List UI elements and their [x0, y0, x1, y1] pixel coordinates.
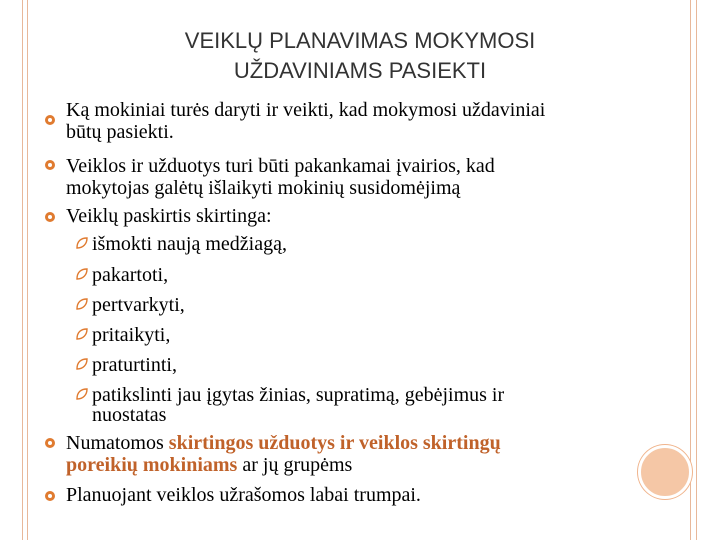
sub-bullet-item: praturtinti,	[92, 354, 177, 376]
bullet-4-line-2	[66, 454, 352, 476]
title-line-2: UŽDAVINIAMS PASIEKTI	[233, 58, 487, 83]
sub-bullet-continuation: nuostatas	[92, 404, 167, 426]
bullet-1-line-2: būtų pasiekti.	[66, 121, 174, 143]
bullet-4-pre: Numatomos	[66, 432, 169, 454]
sub-bullet-item: pakartoti,	[92, 264, 169, 286]
sub-bullet-item: pertvarkyti,	[92, 294, 185, 316]
bullet-1-line-1: Ką mokiniai turės daryti ir veikti, kad mokymosi uždaviniai	[66, 99, 546, 121]
leaf-bullet-icon	[76, 388, 88, 400]
bullet-4-accent-2: poreikių mokiniams	[66, 454, 238, 476]
bullet-4-line-1	[66, 432, 501, 454]
gear-bullet-icon	[44, 211, 56, 223]
leaf-bullet-icon	[76, 328, 88, 340]
bullet-2-line-2: mokytojas galėtų išlaikyti mokinių susidomėjimą	[66, 177, 461, 199]
leaf-bullet-icon	[76, 237, 88, 249]
gear-bullet-icon	[44, 490, 56, 502]
sub-bullet-item: patikslinti jau įgytas žinias, supratimą, gebėjimus ir	[92, 384, 505, 406]
bullet-3-line-1: Veiklų paskirtis skirtinga:	[66, 205, 272, 227]
gear-bullet-icon	[44, 437, 56, 449]
bullet-4-post: ar jų grupėms	[237, 454, 353, 476]
bullet-2-line-1: Veiklos ir užduotys turi būti pakankamai įvairios, kad	[66, 155, 495, 177]
gear-bullet-icon	[44, 159, 56, 171]
title-line-1: VEIKLŲ PLANAVIMAS MOKYMOSI	[184, 28, 536, 53]
leaf-bullet-icon	[76, 298, 88, 310]
bullet-5-line-1: Planuojant veiklos užrašomos labai trumpai.	[66, 484, 421, 506]
leaf-bullet-icon	[76, 358, 88, 370]
bullet-4-accent-1: skirtingos užduotys ir veiklos skirtingų	[168, 432, 501, 454]
sub-bullet-item: išmokti naują medžiagą,	[92, 233, 287, 255]
leaf-bullet-icon	[76, 268, 88, 280]
sub-bullet-item: pritaikyti,	[92, 324, 171, 346]
gear-bullet-icon	[44, 114, 56, 126]
